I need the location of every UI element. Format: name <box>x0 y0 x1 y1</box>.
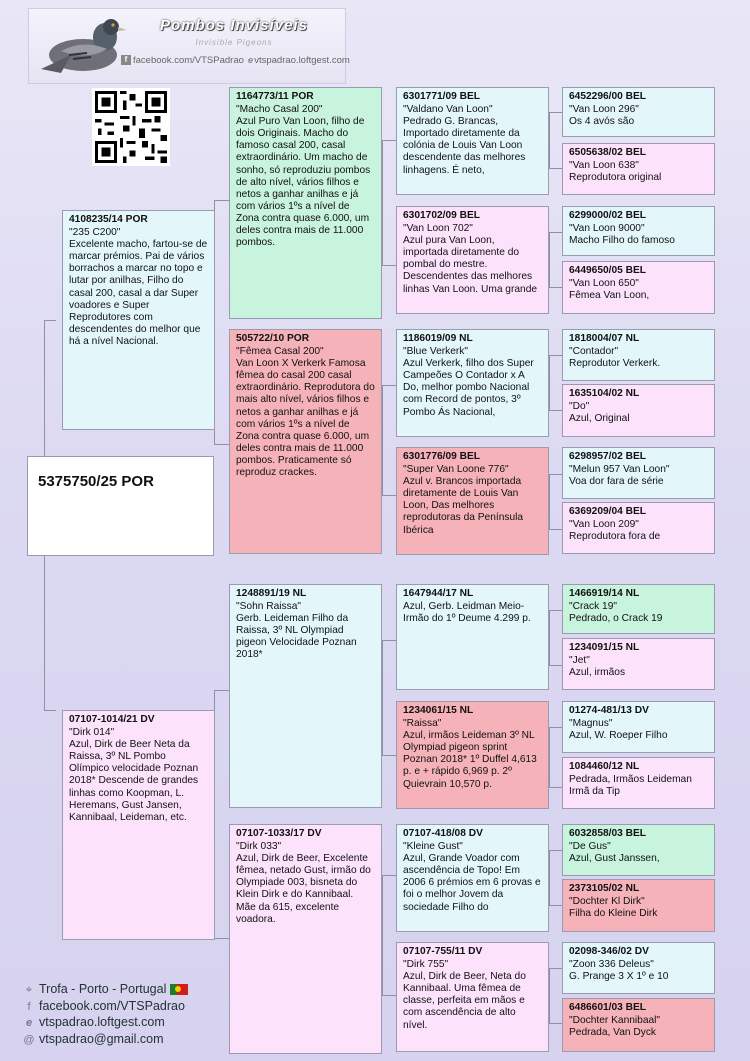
pigeon-name: "Van Loon 702" <box>403 223 473 235</box>
facebook-icon: f <box>27 1000 31 1013</box>
ring-id: 6486601/03 BEL <box>569 1002 647 1013</box>
pedigree-box-gen3[interactable] <box>396 87 549 195</box>
ring-id: 1234061/15 NL <box>403 705 474 716</box>
connector-line <box>549 787 563 788</box>
connector-line <box>214 690 215 710</box>
pedigree-box-sire-sire[interactable] <box>229 87 382 319</box>
connector-line <box>382 755 396 756</box>
contact-email-row <box>22 1032 188 1049</box>
connector-line <box>382 875 396 876</box>
pedigree-box-dam-dam[interactable] <box>229 824 382 1054</box>
header-subtitle: Invisible Pigeons <box>195 38 273 47</box>
pigeon-description: Azul, Dirk de Beer Neta da Raissa, 3º NL Pombo Olímpico velocidade Poznan 2018* Descende de grandes linhas como Koopman, L. Heremans, Gust Jansen, Kannibaal, Leideman, etc. <box>69 739 199 823</box>
at-icon: @ <box>23 1033 35 1046</box>
pedigree-box-gen4[interactable] <box>562 502 715 554</box>
connector-line <box>214 938 230 939</box>
pigeon-name: "Dochter Kl Dirk" <box>569 896 645 908</box>
pedigree-box-gen3[interactable] <box>396 206 549 314</box>
pigeon-name: "Dochter Kannibaal" <box>569 1015 661 1027</box>
connector-line <box>549 610 550 665</box>
connector-line <box>382 140 383 265</box>
pigeon-description: Pedrado G. Brancas, Importado diretamente da colónia de Louis Van Loon descendente das melhores linhagens. É neto, <box>403 116 526 176</box>
pigeon-description: Excelente macho, fartou-se de marcar prémios. Pai de vários borrachos a marcar no topo e lutar por anilhas, Filho do casal 200, casal a dar Super voadores e Super Reprodutores com descendentes do melhor que há a nível Nacional. <box>69 239 208 347</box>
pedigree-box-gen4[interactable] <box>562 942 715 994</box>
pedigree-box-gen3[interactable] <box>396 584 549 690</box>
pigeon-name: "Fêmea Casal 200" <box>236 346 324 358</box>
header-links <box>121 55 350 66</box>
pigeon-logo <box>31 11 135 81</box>
connector-line <box>382 385 396 386</box>
connector-line <box>44 556 45 710</box>
pedigree-box-sire[interactable] <box>62 210 215 430</box>
pedigree-box-sire-dam[interactable] <box>229 329 382 554</box>
pigeon-name: "Contador" <box>569 346 619 358</box>
connector-line <box>549 112 563 113</box>
pigeon-name: "Van Loon 296" <box>569 104 639 116</box>
pigeon-name: "Valdano Van Loon" <box>403 104 493 116</box>
ring-id: 1818004/07 NL <box>569 333 640 344</box>
pigeon-description: Azul, Gerb. Leidman Meio-Irmão do 1º Deume 4.299 p. <box>403 601 531 625</box>
connector-line <box>549 529 563 530</box>
ring-id: 6298957/02 BEL <box>569 451 647 462</box>
pedigree-box-gen4[interactable] <box>562 701 715 753</box>
header-website-link[interactable]: vtspadrao.loftgest.com <box>254 55 350 66</box>
connector-line <box>214 200 215 210</box>
pigeon-description: G. Prange 3 X 1º e 10 <box>569 971 669 983</box>
ring-id: 1635104/02 NL <box>569 388 640 399</box>
connector-line <box>44 710 56 711</box>
connector-line <box>549 355 550 410</box>
location-pin-icon: ⌖ <box>25 984 33 996</box>
ring-id: 2373105/02 NL <box>569 883 640 894</box>
pigeon-description: Reprodutora fora de <box>569 531 661 543</box>
ring-id: 6301776/09 BEL <box>403 451 481 462</box>
connector-line <box>549 727 563 728</box>
pigeon-description: Azul, Original <box>569 413 630 425</box>
connector-line <box>44 320 45 456</box>
pigeon-name: "Dirk 755" <box>403 959 449 971</box>
pigeon-name: "Do" <box>569 401 590 413</box>
pigeon-description: Macho Filho do famoso <box>569 235 675 247</box>
pigeon-name: "Macho Casal 200" <box>236 104 323 116</box>
connector-line <box>549 410 563 411</box>
pedigree-box-gen4[interactable] <box>562 824 715 876</box>
pigeon-description: Azul, Grande Voador com ascendência de Topo! Em 2006 6 prémios em 6 provas e foi o melhor Jovem da sociedade Filho do <box>403 853 541 913</box>
ring-id: 4108235/14 POR <box>69 214 148 225</box>
ring-id: 6299000/02 BEL <box>569 210 647 221</box>
connector-line <box>382 995 396 996</box>
pedigree-box-gen4[interactable] <box>562 329 715 381</box>
contact-email-link[interactable]: vtspadrao@gmail.com <box>39 1031 164 1046</box>
connector-line <box>549 232 563 233</box>
connector-line <box>382 640 383 755</box>
pedigree-box-gen4[interactable] <box>562 757 715 809</box>
pigeon-description: Van Loon X Verkerk Famosa fêmea do casal 200 casal extraordinário. Reprodutora do mais alto nível, vários filhos e netos a ganhar anilhas e já com vários 1ºs a nível de Zona contra quase 6.000, um deles contra mais de 11.000 pombos. Praticamente só reproduz crackes. <box>236 358 375 479</box>
contact-block <box>22 982 188 1048</box>
pedigree-box-gen4[interactable] <box>562 384 715 437</box>
connector-line <box>44 320 56 321</box>
pedigree-box-gen3[interactable] <box>396 824 549 932</box>
root-ring-id: 5375750/25 POR <box>38 473 154 490</box>
connector-line <box>549 112 550 168</box>
ring-id: 6301702/09 BEL <box>403 210 481 221</box>
pigeon-name: "Dirk 033" <box>236 841 282 853</box>
pigeon-name: "Dirk 014" <box>69 727 115 739</box>
pedigree-box-gen4[interactable] <box>562 998 715 1052</box>
pigeon-description: Fêmea Van Loon, <box>569 290 650 302</box>
pigeon-description: Reprodutor Verkerk. <box>569 358 661 370</box>
connector-line <box>549 474 550 529</box>
portugal-flag-icon <box>170 984 188 995</box>
pigeon-name: "Van Loon 209" <box>569 519 639 531</box>
connector-line <box>214 444 230 445</box>
pedigree-box-gen4[interactable] <box>562 879 715 932</box>
connector-line <box>549 665 563 666</box>
connector-line <box>549 850 563 851</box>
pigeon-name: "Crack 19" <box>569 601 617 613</box>
pigeon-name: "Melun 957 Van Loon" <box>569 464 670 476</box>
pigeon-description: Os 4 avós são <box>569 116 635 128</box>
pigeon-description: Azul Verkerk, filho dos Super Campeões O Contador x A Do, melhor pombo Nacional com Record de pontos, 3º Pombo Ás Nacional, <box>403 358 534 418</box>
ring-id: 505722/10 POR <box>236 333 310 344</box>
ring-id: 1186019/09 NL <box>403 333 473 344</box>
ring-id: 6301771/09 BEL <box>403 91 481 102</box>
connector-line <box>549 850 550 905</box>
ring-id: 07107-1014/21 DV <box>69 714 155 725</box>
pigeon-description: Azul pura Van Loon, importada diretamente do pombal do mestre. Descendentes das melhores linhas Van Loon. Uma grande <box>403 235 538 295</box>
header-banner <box>28 8 350 84</box>
contact-website-row <box>22 1015 188 1032</box>
pigeon-description: Azul, Dirk de Beer, Excelente fêmea, netado Gust, irmão do Olympiade 003, bisneta do Klein Dirk e do Kannibaal. Mãe da 615, excelente voadora. <box>236 853 371 925</box>
header-title: Pombos Invisíveis <box>160 17 308 34</box>
connector-line <box>549 727 550 787</box>
connector-line <box>382 140 396 141</box>
qr-code[interactable] <box>92 88 170 166</box>
pigeon-name: "Blue Verkerk" <box>403 346 468 358</box>
ring-id: 6452296/00 BEL <box>569 91 647 102</box>
pigeon-name: "Sohn Raissa" <box>236 601 301 613</box>
pigeon-name: "235 C200" <box>69 227 121 239</box>
pedigree-box-gen3[interactable] <box>396 447 549 555</box>
connector-line <box>214 200 230 201</box>
connector-line <box>382 495 396 496</box>
pigeon-description: Azul Puro Van Loon, filho de dois Originais. Macho do famoso casal 200, casal extraordinário. Um macho de sonho, só reproduziu pombos de alto nível, vários filhos e netos a ganhar anilhas e já com vários 1ºs a nível de Zona contra quase 6.000, um deles contra mais de 11.000 pombos. <box>236 116 371 249</box>
contact-facebook-row <box>22 999 188 1016</box>
pigeon-description: Reprodutora original <box>569 172 662 184</box>
ring-id: 1234091/15 NL <box>569 642 640 653</box>
connector-line <box>549 474 563 475</box>
pedigree-box-gen4[interactable] <box>562 638 715 690</box>
connector-line <box>549 168 563 169</box>
connector-line <box>549 968 563 969</box>
ring-id: 1647944/17 NL <box>403 588 474 599</box>
pigeon-description: Azul, irmãos <box>569 667 626 679</box>
connector-line <box>382 640 396 641</box>
pigeon-description: Azul, Gust Janssen, <box>569 853 660 865</box>
pigeon-name: "Zoon 336 Deleus" <box>569 959 654 971</box>
ring-id: 6449650/05 BEL <box>569 265 647 276</box>
connector-line <box>549 355 563 356</box>
connector-line <box>549 610 563 611</box>
ring-id: 1084460/12 NL <box>569 761 640 772</box>
pigeon-name: "Van Loon 638" <box>569 160 639 172</box>
pedigree-box-gen4[interactable] <box>562 584 715 634</box>
connector-line <box>549 1023 563 1024</box>
connector-line <box>214 690 230 691</box>
pigeon-description: Azul, irmãos Leideman 3º NL Olympiad pigeon sprint Poznan 2018* 1º Duffel 4,613 p. e + rápido 6,969 p. 2º Quievrain 10,570 p. <box>403 730 537 790</box>
pigeon-description: Filha do Kleine Dirk <box>569 908 658 920</box>
ring-id: 1248891/19 NL <box>236 588 307 599</box>
e-icon: e <box>247 55 254 66</box>
connector-line <box>549 287 563 288</box>
contact-website-link[interactable]: vtspadrao.loftgest.com <box>39 1015 165 1029</box>
pigeon-description: Pedrado, o Crack 19 <box>569 613 663 625</box>
pedigree-box-gen4[interactable] <box>562 206 715 256</box>
ring-id: 1466919/14 NL <box>569 588 640 599</box>
pedigree-box-gen3[interactable] <box>396 701 549 809</box>
pedigree-box-dam[interactable] <box>62 710 215 940</box>
pigeon-name: "Raissa" <box>403 718 442 730</box>
ring-id: 6369209/04 BEL <box>569 506 647 517</box>
ring-id: 6032858/03 BEL <box>569 828 647 839</box>
e-icon: e <box>25 1017 33 1029</box>
pigeon-description: Azul v. Brancos importada diretamente de Louis Van Loon, Das melhores reprodutoras da Península Ibérica <box>403 476 524 536</box>
pigeon-name: "Kleine Gust" <box>403 841 463 853</box>
pedigree-box-gen4[interactable] <box>562 143 715 195</box>
ring-id: 02098-346/02 DV <box>569 946 649 957</box>
ring-id: 6505638/02 BEL <box>569 147 647 158</box>
connector-line <box>549 232 550 287</box>
pigeon-description: Azul, W. Roeper Filho <box>569 730 668 742</box>
pigeon-description: Gerb. Leideman Filho da Raissa, 3º NL Olympiad pigeon Velocidade Poznan 2018* <box>236 613 357 661</box>
header-facebook-link[interactable]: facebook.com/VTSPadrao <box>133 55 244 66</box>
connector-line <box>549 968 550 1023</box>
pigeon-name: "Van Loon 650" <box>569 278 639 290</box>
ring-id: 1164773/11 POR <box>236 91 314 102</box>
contact-location: Trofa - Porto - Portugal <box>39 982 167 996</box>
connector-line <box>382 875 383 995</box>
pigeon-description: Voa dor fara de série <box>569 476 664 488</box>
pedigree-box-gen4[interactable] <box>562 261 715 314</box>
ring-id: 01274-481/13 DV <box>569 705 649 716</box>
ring-id: 07107-755/11 DV <box>403 946 483 957</box>
pedigree-box-gen3[interactable] <box>396 329 549 437</box>
connector-line <box>214 430 215 444</box>
ring-id: 07107-1033/17 DV <box>236 828 322 839</box>
pigeon-name: "Van Loon 9000" <box>569 223 645 235</box>
ring-id: 07107-418/08 DV <box>403 828 483 839</box>
pigeon-description: Azul, Dirk de Beer, Neta do Kannibaal. Uma fêmea de classe, perfeita em mãos e com ascendência de alto nível. <box>403 971 526 1031</box>
pigeon-description: Pedrada, Van Dyck <box>569 1027 657 1039</box>
pigeon-name: "Magnus" <box>569 718 613 730</box>
pedigree-box-gen4[interactable] <box>562 447 715 499</box>
pedigree-box-gen4[interactable] <box>562 87 715 137</box>
connector-line <box>382 265 396 266</box>
pigeon-name: "De Gus" <box>569 841 611 853</box>
root-pigeon-box[interactable] <box>27 456 214 556</box>
contact-facebook-link[interactable]: facebook.com/VTSPadrao <box>39 998 185 1013</box>
pigeon-name: "Super Van Loone 776" <box>403 464 509 476</box>
connector-line <box>549 905 563 906</box>
pedigree-box-dam-sire[interactable] <box>229 584 382 808</box>
pigeon-name: "Jet" <box>569 655 590 667</box>
pigeon-description: Pedrada, Irmãos Leideman Irmã da Tip <box>569 774 692 798</box>
pedigree-box-gen3[interactable] <box>396 942 549 1052</box>
contact-location-row <box>22 982 188 999</box>
facebook-icon: f <box>121 55 131 65</box>
connector-line <box>382 385 383 495</box>
